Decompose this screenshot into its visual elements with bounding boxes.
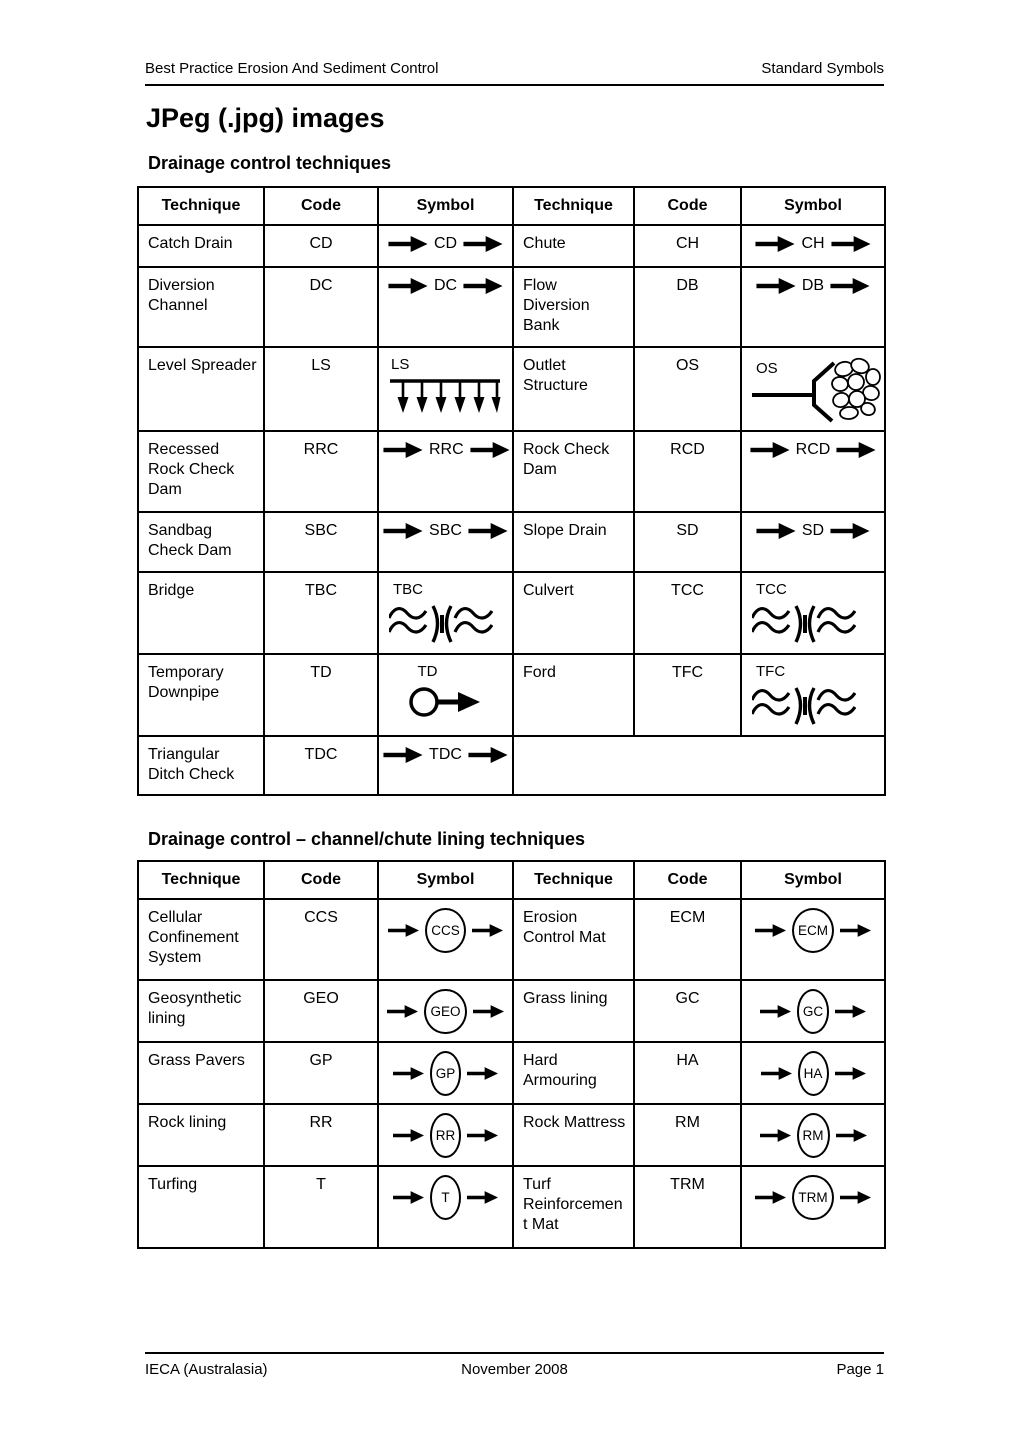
header-right-text: Standard Symbols xyxy=(761,60,884,77)
column-header: Symbol xyxy=(378,187,513,225)
right-arrow-icon xyxy=(830,278,870,294)
symbol-cell xyxy=(378,654,513,736)
table-row xyxy=(138,572,885,654)
technique-cell: Rock lining xyxy=(138,1104,264,1166)
symbol-cell xyxy=(378,1104,513,1166)
symbol-code-label: CD xyxy=(433,235,458,253)
table-row xyxy=(138,980,885,1042)
right-arrow-icon xyxy=(463,236,503,252)
symbol-code-label: DB xyxy=(801,277,825,295)
downpipe-icon xyxy=(409,684,483,721)
code-ellipse: ECM xyxy=(792,908,834,953)
right-arrow-icon xyxy=(473,1005,504,1018)
symbol-cell xyxy=(378,267,513,347)
flow-line-ellipse-symbol xyxy=(388,908,503,953)
right-arrow-icon xyxy=(836,442,876,458)
symbol-cell xyxy=(741,225,885,267)
technique-cell: Geosynthetic lining xyxy=(138,980,264,1042)
technique-cell: Culvert xyxy=(513,572,634,654)
symbol-cell xyxy=(378,347,513,431)
symbol-cell xyxy=(378,572,513,654)
column-header: Code xyxy=(634,861,741,899)
right-arrow-icon xyxy=(393,1067,424,1080)
right-arrow-icon xyxy=(830,523,870,539)
symbol-code-label: SD xyxy=(801,522,825,540)
symbol-cell xyxy=(741,899,885,980)
column-header: Symbol xyxy=(741,861,885,899)
symbol-code-label: TD xyxy=(417,663,438,681)
column-header: Code xyxy=(264,187,378,225)
symbol-cell xyxy=(741,980,885,1042)
table-header-row xyxy=(138,861,885,899)
code-cell: TBC xyxy=(264,572,378,654)
symbol-code-label: OS xyxy=(756,360,778,378)
flow-line-ellipse-symbol xyxy=(760,989,866,1034)
right-arrow-icon xyxy=(383,523,423,539)
technique-cell: Ford xyxy=(513,654,634,736)
code-cell: TRM xyxy=(634,1166,741,1248)
column-header: Symbol xyxy=(741,187,885,225)
right-arrow-icon xyxy=(467,1191,498,1204)
symbol-code-label: TCC xyxy=(756,581,787,599)
technique-cell: Slope Drain xyxy=(513,512,634,572)
technique-cell: Rock Check Dam xyxy=(513,431,634,512)
code-ellipse: HA xyxy=(798,1051,829,1096)
column-header: Technique xyxy=(513,861,634,899)
technique-cell: Level Spreader xyxy=(138,347,264,431)
symbol-code-label: SBC xyxy=(429,522,462,540)
right-arrow-icon xyxy=(388,236,428,252)
right-arrow-icon xyxy=(393,1129,424,1142)
right-arrow-icon xyxy=(760,1005,791,1018)
right-arrow-icon xyxy=(840,1191,871,1204)
table-row xyxy=(138,899,885,980)
flow-line-ellipse-symbol xyxy=(755,908,871,953)
code-cell: TFC xyxy=(634,654,741,736)
symbol-cell xyxy=(378,736,513,795)
symbol-cell xyxy=(741,1166,885,1248)
technique-cell: Erosion Control Mat xyxy=(513,899,634,980)
technique-cell: Cellular Confinement System xyxy=(138,899,264,980)
rock-outlet-symbol xyxy=(752,355,883,423)
code-cell: GP xyxy=(264,1042,378,1104)
column-header: Symbol xyxy=(378,861,513,899)
code-cell: CD xyxy=(264,225,378,267)
code-cell: HA xyxy=(634,1042,741,1104)
symbol-cell xyxy=(378,1166,513,1248)
right-arrow-icon xyxy=(835,1067,866,1080)
right-arrow-icon xyxy=(393,1191,424,1204)
right-arrow-icon xyxy=(755,924,786,937)
symbol-cell xyxy=(378,512,513,572)
right-arrow-icon xyxy=(467,1129,498,1142)
technique-cell: Triangular Ditch Check xyxy=(138,736,264,795)
right-arrow-icon xyxy=(383,747,423,763)
column-header: Technique xyxy=(513,187,634,225)
right-arrow-icon xyxy=(756,523,796,539)
symbol-cell xyxy=(741,431,885,512)
symbol-cell xyxy=(741,1104,885,1166)
symbol-cell xyxy=(741,572,885,654)
table-row xyxy=(138,654,885,736)
flow-line-symbol xyxy=(383,745,508,765)
technique-cell: Diversion Channel xyxy=(138,267,264,347)
flow-line-symbol xyxy=(388,276,503,296)
code-cell: TDC xyxy=(264,736,378,795)
section1-heading: Drainage control techniques xyxy=(148,153,392,173)
technique-cell: Grass lining xyxy=(513,980,634,1042)
code-cell: RM xyxy=(634,1104,741,1166)
waterway-icon xyxy=(389,602,493,645)
code-cell: CCS xyxy=(264,899,378,980)
right-arrow-icon xyxy=(472,924,503,937)
table-row xyxy=(138,736,885,795)
footer-left-text: IECA (Australasia) xyxy=(145,1361,268,1378)
column-header: Technique xyxy=(138,187,264,225)
technique-cell: Turf Reinforcement Mat xyxy=(513,1166,634,1248)
table-row xyxy=(138,1042,885,1104)
symbol-cell xyxy=(741,1042,885,1104)
code-cell: LS xyxy=(264,347,378,431)
symbol-code-label: TFC xyxy=(756,663,786,681)
right-arrow-icon xyxy=(467,1067,498,1080)
symbol-code-label: RCD xyxy=(795,441,831,459)
code-cell: RCD xyxy=(634,431,741,512)
level-spreader-icon xyxy=(389,378,501,415)
downpipe-symbol xyxy=(409,663,483,721)
right-arrow-icon xyxy=(761,1067,792,1080)
empty-cell xyxy=(513,736,885,795)
code-ellipse: GEO xyxy=(424,989,466,1034)
code-ellipse: T xyxy=(430,1175,461,1220)
code-cell: RRC xyxy=(264,431,378,512)
code-cell: RR xyxy=(264,1104,378,1166)
symbol-code-label: TDC xyxy=(429,746,462,764)
page-header xyxy=(145,60,884,86)
symbol-code-label: CH xyxy=(801,235,825,253)
flow-line-symbol xyxy=(756,521,870,541)
waterway-crossing-symbol xyxy=(752,581,856,645)
code-cell: DC xyxy=(264,267,378,347)
flow-line-ellipse-symbol xyxy=(393,1051,499,1096)
waterway-crossing-symbol xyxy=(752,663,856,727)
right-arrow-icon xyxy=(840,924,871,937)
right-arrow-icon xyxy=(388,278,428,294)
code-cell: DB xyxy=(634,267,741,347)
symbol-cell xyxy=(741,267,885,347)
page-title: JPeg (.jpg) images xyxy=(146,103,385,133)
column-header: Code xyxy=(264,861,378,899)
flow-line-symbol xyxy=(755,234,870,254)
footer-center-text: November 2008 xyxy=(461,1361,568,1378)
right-arrow-icon xyxy=(468,747,508,763)
symbol-cell xyxy=(378,225,513,267)
code-ellipse: GC xyxy=(797,989,829,1034)
symbol-code-label: TBC xyxy=(393,581,423,599)
code-cell: T xyxy=(264,1166,378,1248)
drainage-control-table xyxy=(137,186,886,796)
technique-cell: Chute xyxy=(513,225,634,267)
code-cell: TCC xyxy=(634,572,741,654)
technique-cell: Recessed Rock Check Dam xyxy=(138,431,264,512)
code-ellipse: RM xyxy=(797,1113,830,1158)
right-arrow-icon xyxy=(836,1129,867,1142)
technique-cell: Bridge xyxy=(138,572,264,654)
table-row xyxy=(138,431,885,512)
right-arrow-icon xyxy=(387,1005,418,1018)
table-row xyxy=(138,1104,885,1166)
flow-line-ellipse-symbol xyxy=(393,1113,499,1158)
flow-line-symbol xyxy=(383,440,510,460)
code-cell: GC xyxy=(634,980,741,1042)
flow-line-symbol xyxy=(750,440,877,460)
flow-line-ellipse-symbol xyxy=(387,989,503,1034)
code-cell: TD xyxy=(264,654,378,736)
right-arrow-icon xyxy=(760,1129,791,1142)
right-arrow-icon xyxy=(468,523,508,539)
code-cell: OS xyxy=(634,347,741,431)
symbol-code-label: LS xyxy=(391,356,410,374)
right-arrow-icon xyxy=(463,278,503,294)
flow-line-symbol xyxy=(388,234,503,254)
technique-cell: Temporary Downpipe xyxy=(138,654,264,736)
page-footer xyxy=(145,1352,884,1378)
code-cell: GEO xyxy=(264,980,378,1042)
code-cell: SD xyxy=(634,512,741,572)
right-arrow-icon xyxy=(835,1005,866,1018)
symbol-cell xyxy=(378,899,513,980)
section2-heading: Drainage control – channel/chute lining techniques xyxy=(148,829,586,849)
code-cell: CH xyxy=(634,225,741,267)
header-left-text: Best Practice Erosion And Sediment Control xyxy=(145,60,439,77)
code-ellipse: GP xyxy=(430,1051,462,1096)
symbol-code-label: RRC xyxy=(429,441,464,459)
code-ellipse: TRM xyxy=(792,1175,833,1220)
technique-cell: Flow Diversion Bank xyxy=(513,267,634,347)
technique-cell: Outlet Structure xyxy=(513,347,634,431)
right-arrow-icon xyxy=(750,442,790,458)
symbol-cell xyxy=(741,347,885,431)
table-row xyxy=(138,267,885,347)
flow-line-ellipse-symbol xyxy=(760,1113,867,1158)
footer-right-text: Page 1 xyxy=(836,1361,884,1378)
symbol-code-label: DC xyxy=(433,277,458,295)
right-arrow-icon xyxy=(755,1191,786,1204)
column-header: Code xyxy=(634,187,741,225)
symbol-cell xyxy=(741,512,885,572)
table-row xyxy=(138,512,885,572)
technique-cell: Sandbag Check Dam xyxy=(138,512,264,572)
right-arrow-icon xyxy=(388,924,419,937)
right-arrow-icon xyxy=(383,442,423,458)
technique-cell: Catch Drain xyxy=(138,225,264,267)
right-arrow-icon xyxy=(470,442,510,458)
symbol-cell xyxy=(378,980,513,1042)
technique-cell: Turfing xyxy=(138,1166,264,1248)
table-row xyxy=(138,347,885,431)
flow-line-ellipse-symbol xyxy=(755,1175,870,1220)
code-ellipse: CCS xyxy=(425,908,466,953)
flow-line-symbol xyxy=(383,521,508,541)
table-row xyxy=(138,225,885,267)
code-cell: ECM xyxy=(634,899,741,980)
technique-cell: Hard Armouring xyxy=(513,1042,634,1104)
table-row xyxy=(138,1166,885,1248)
code-cell: SBC xyxy=(264,512,378,572)
symbol-cell xyxy=(378,431,513,512)
technique-cell: Rock Mattress xyxy=(513,1104,634,1166)
waterway-icon xyxy=(752,602,856,645)
right-arrow-icon xyxy=(831,236,871,252)
level-spreader-symbol xyxy=(389,356,501,415)
flow-line-ellipse-symbol xyxy=(393,1175,498,1220)
channel-lining-table xyxy=(137,860,886,1249)
flow-line-symbol xyxy=(756,276,870,296)
right-arrow-icon xyxy=(755,236,795,252)
table-header-row xyxy=(138,187,885,225)
waterway-icon xyxy=(752,684,856,727)
right-arrow-icon xyxy=(756,278,796,294)
waterway-crossing-symbol xyxy=(389,581,493,645)
symbol-cell xyxy=(741,654,885,736)
column-header: Technique xyxy=(138,861,264,899)
code-ellipse: RR xyxy=(430,1113,462,1158)
symbol-cell xyxy=(378,1042,513,1104)
technique-cell: Grass Pavers xyxy=(138,1042,264,1104)
flow-line-ellipse-symbol xyxy=(761,1051,866,1096)
